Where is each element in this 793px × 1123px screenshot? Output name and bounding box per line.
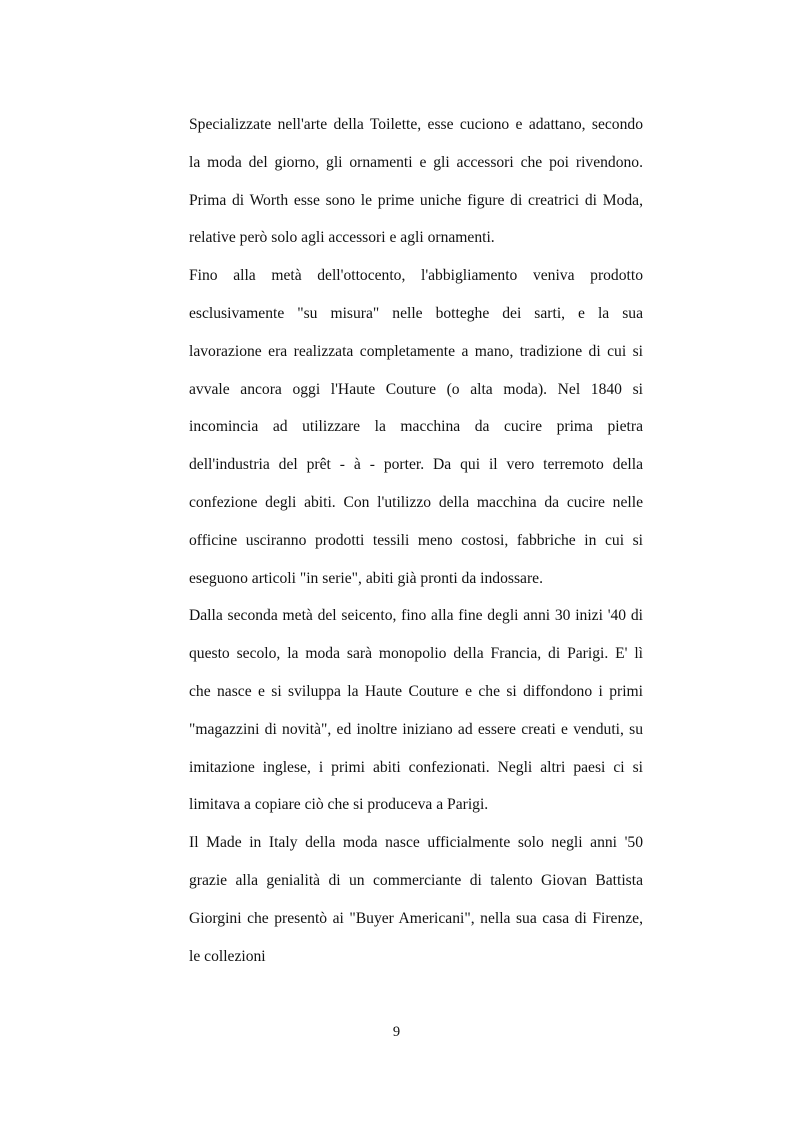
text-line: lavorazione era realizzata completamente a mano, tradizione di cui si xyxy=(189,342,643,360)
text-line: questo secolo, la moda sarà monopolio della Francia, di Parigi. E' lì xyxy=(189,645,643,663)
paragraph-3 xyxy=(189,603,643,830)
text-line: Dalla seconda metà del seicento, fino alla fine degli anni 30 inizi '40 di xyxy=(189,607,643,625)
text-line: la moda del giorno, gli ornamenti e gli accessori che poi rivendono. xyxy=(189,153,643,171)
text-line: eseguono articoli "in serie", abiti già pronti da indossare. xyxy=(189,569,543,587)
paragraph-4 xyxy=(189,830,643,981)
text-line: dell'industria del prêt - à - porter. Da qui il vero terremoto della xyxy=(189,456,643,474)
text-line: le collezioni xyxy=(189,947,266,965)
text-line: "magazzini di novità", ed inoltre iniziano ad essere creati e venduti, su xyxy=(189,720,643,738)
text-line: incomincia ad utilizzare la macchina da cucire prima pietra xyxy=(189,418,643,436)
body-text xyxy=(189,112,643,981)
text-line: Il Made in Italy della moda nasce ufficialmente solo negli anni '50 xyxy=(189,834,643,852)
text-line: Specializzate nell'arte della Toilette, esse cuciono e adattano, secondo xyxy=(189,116,643,133)
text-line: Prima di Worth esse sono le prime uniche figure di creatrici di Moda, xyxy=(189,191,643,209)
text-line: Giorgini che presentò ai "Buyer Americani", nella sua casa di Firenze, xyxy=(189,909,643,927)
text-line: avvale ancora oggi l'Haute Couture (o alta moda). Nel 1840 si xyxy=(189,380,643,398)
text-line: esclusivamente "su misura" nelle botteghe dei sarti, e la sua xyxy=(189,304,643,322)
text-line: relative però solo agli accessori e agli ornamenti. xyxy=(189,229,495,247)
text-line: Fino alla metà dell'ottocento, l'abbigliamento veniva prodotto xyxy=(189,267,643,285)
page-number: 9 xyxy=(392,1024,401,1040)
text-line: officine usciranno prodotti tessili meno costosi, fabbriche in cui si xyxy=(189,531,643,549)
text-line: imitazione inglese, i primi abiti confezionati. Negli altri paesi ci si xyxy=(189,758,643,776)
paragraph-2 xyxy=(189,263,643,603)
paragraph-1 xyxy=(189,112,643,263)
text-line: grazie alla genialità di un commerciante di talento Giovan Battista xyxy=(189,871,643,889)
text-line: confezione degli abiti. Con l'utilizzo della macchina da cucire nelle xyxy=(189,493,643,511)
text-line: che nasce e si sviluppa la Haute Couture e che si diffondono i primi xyxy=(189,682,643,700)
text-line: limitava a copiare ciò che si produceva a Parigi. xyxy=(189,796,489,814)
